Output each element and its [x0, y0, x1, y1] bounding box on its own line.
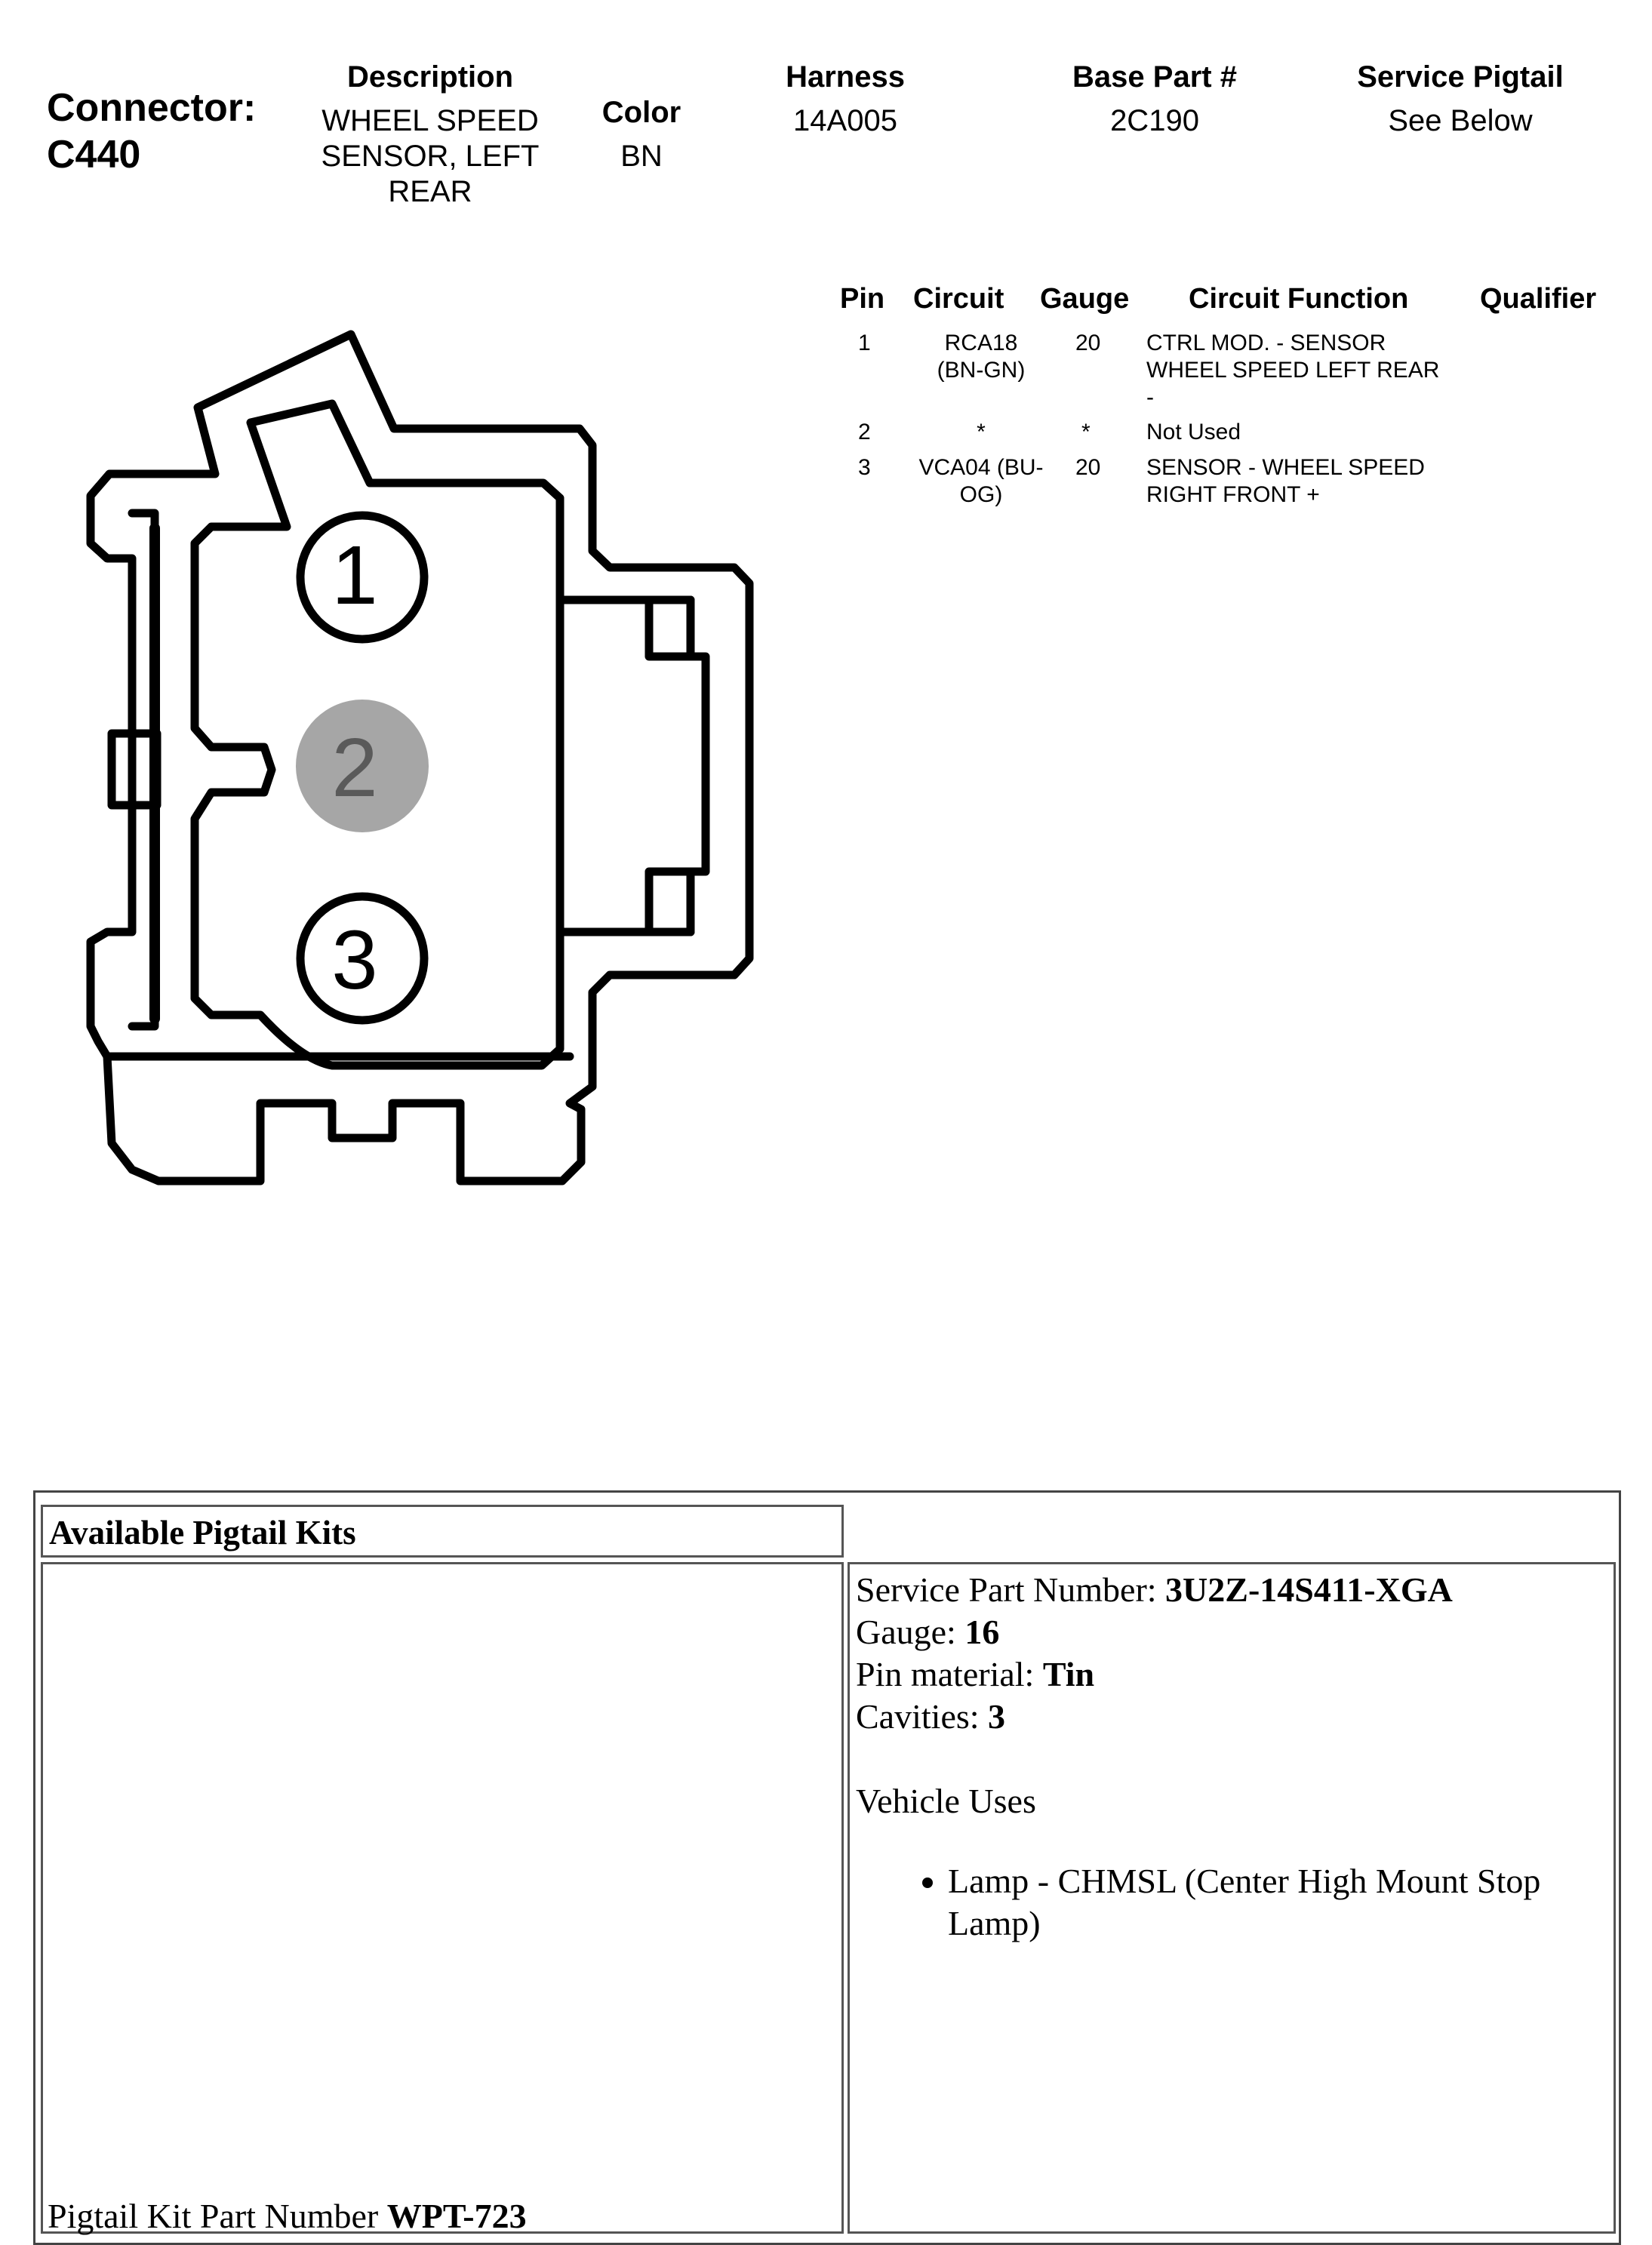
service-part-value: 3U2Z-14S411-XGA — [1165, 1570, 1453, 1609]
description-line: WHEEL SPEED — [321, 104, 539, 137]
base-part-value: 2C190 — [1110, 104, 1199, 137]
cavities-label: Cavities: — [856, 1697, 980, 1736]
pin-material-value: Tin — [1042, 1655, 1095, 1693]
circuit-line: RCA18 — [944, 331, 1018, 355]
qualifier-header: Qualifier — [1480, 283, 1597, 315]
harness-heading: Harness — [786, 60, 905, 94]
pigtail-gauge — [856, 1611, 1614, 1653]
pigtail-details-cell — [848, 1562, 1616, 2234]
pin-material — [856, 1653, 1614, 1696]
pin-number: 2 — [858, 420, 871, 444]
pin-1-label: 1 — [331, 529, 378, 622]
function-cell — [1146, 419, 1241, 446]
vehicle-uses-heading: Vehicle Uses — [856, 1782, 1036, 1820]
service-pigtail-column — [1336, 60, 1585, 139]
circuit-header: Circuit — [913, 283, 1004, 315]
function-line: CTRL MOD. - SENSOR — [1146, 331, 1386, 355]
circuit-line: VCA04 (BU- — [918, 455, 1044, 480]
gauge-cell: * — [1081, 420, 1091, 444]
function-line: RIGHT FRONT + — [1146, 482, 1320, 507]
pigtail-image-cell — [41, 1562, 844, 2234]
cavities-value: 3 — [988, 1697, 1006, 1736]
circuit-line: (BN-GN) — [937, 358, 1026, 383]
pigtail-kits-title: Available Pigtail Kits — [49, 1514, 356, 1552]
service-part-number — [856, 1569, 1614, 1611]
list-item: • Lamp - CHMSL (Center High Mount Stop Lamp) — [948, 1860, 1614, 1945]
service-part-label: Service Part Number: — [856, 1570, 1157, 1609]
service-pigtail-value: See Below — [1388, 104, 1533, 137]
function-line: Not Used — [1146, 420, 1241, 444]
description-heading: Description — [346, 60, 514, 94]
pigtail-kits-title-cell — [41, 1505, 844, 1558]
pin-number: 1 — [858, 331, 871, 355]
cavities — [856, 1696, 1614, 1738]
gauge-value: 16 — [964, 1613, 1000, 1651]
connector-id: C440 — [47, 133, 141, 177]
function-line: - — [1146, 385, 1154, 410]
description-line: SENSOR, LEFT — [321, 140, 540, 173]
right-latch — [560, 600, 706, 932]
kit-part-value: WPT-723 — [386, 2197, 527, 2235]
connector-label: Connector: — [47, 86, 257, 130]
vehicle-uses-list — [856, 1860, 1614, 1945]
description-line: REAR — [388, 175, 472, 208]
pin-material-label: Pin material: — [856, 1655, 1035, 1693]
pin-3-label: 3 — [331, 914, 378, 1007]
color-heading: Color — [601, 96, 681, 129]
gauge-cell: 20 — [1075, 455, 1101, 480]
service-pigtail-heading: Service Pigtail — [1357, 60, 1564, 94]
circuit-cell — [917, 454, 1045, 509]
circuit-line: * — [977, 420, 986, 444]
gauge-header: Gauge — [1040, 283, 1130, 315]
base-part-heading: Base Part # — [1072, 60, 1237, 94]
circuit-line: OG) — [959, 482, 1003, 507]
function-cell — [1146, 454, 1425, 509]
pin-2-label: 2 — [331, 721, 378, 814]
function-line: WHEEL SPEED LEFT REAR — [1146, 358, 1440, 383]
pin-header: Pin — [840, 283, 885, 315]
harness-value: 14A005 — [793, 104, 897, 137]
pigtail-kit-part-number — [48, 2195, 527, 2237]
circuit-cell — [917, 330, 1045, 384]
pin-number: 3 — [858, 455, 871, 480]
gauge-cell: 20 — [1075, 331, 1101, 355]
kit-part-label: Pigtail Kit Part Number — [48, 2197, 379, 2235]
function-header: Circuit Function — [1189, 283, 1409, 315]
color-value: BN — [620, 140, 663, 173]
gauge-label: Gauge: — [856, 1613, 956, 1651]
function-cell — [1146, 330, 1439, 411]
function-line: SENSOR - WHEEL SPEED — [1146, 455, 1425, 480]
circuit-cell — [917, 419, 1045, 446]
base-part-column — [1041, 60, 1268, 139]
connector-face-diagram — [0, 0, 815, 1222]
